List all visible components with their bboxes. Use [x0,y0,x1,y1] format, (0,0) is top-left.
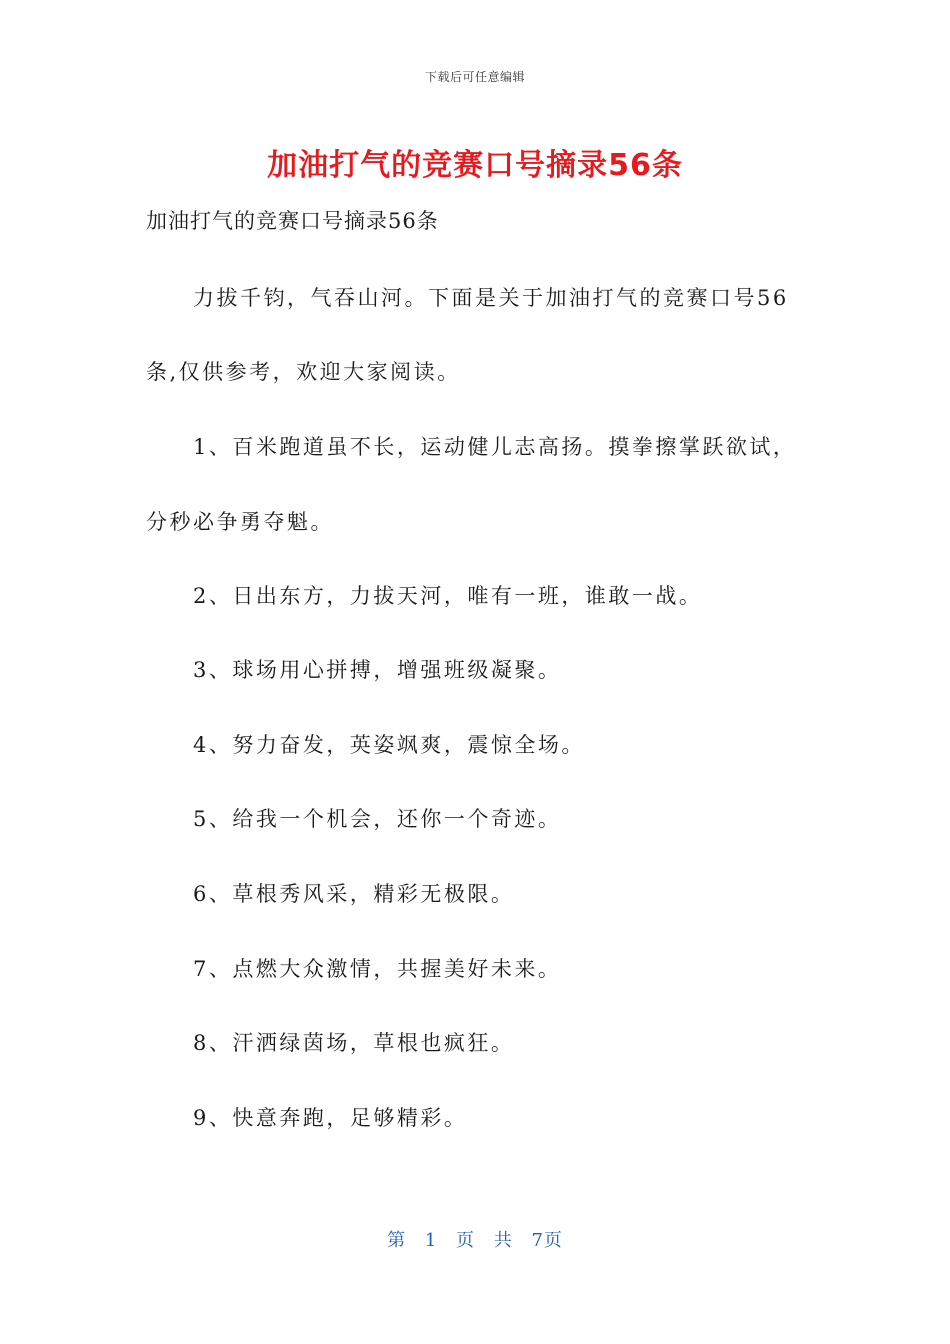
intro-paragraph-line-1: 力拔千钧，气吞山河。下面是关于加油打气的竞赛口号56 [193,286,789,310]
footer-page-word: 第 [387,1230,407,1251]
slogan-item-1-line-1: 1、百米跑道虽不长，运动健儿志高扬。摸拳擦掌跃欲试， [193,435,797,459]
slogan-item-3: 3、球场用心拼搏，增强班级凝聚。 [193,658,562,682]
footer-page-number: 1 [424,1230,438,1251]
footer-total-word: 共 [493,1230,513,1251]
slogan-item-4: 4、努力奋发，英姿飒爽，震惊全场。 [193,733,585,757]
slogan-item-1-line-2: 分秒必争勇夺魁。 [146,510,334,534]
footer-total-pages: 7页 [531,1230,563,1251]
document-subtitle: 加油打气的竞赛口号摘录56条 [146,209,439,233]
page-footer [0,1226,950,1252]
slogan-item-5: 5、给我一个机会，还你一个奇迹。 [193,807,562,831]
document-title: 加油打气的竞赛口号摘录56条 [267,148,683,183]
slogan-item-7: 7、点燃大众激情，共握美好未来。 [193,957,562,981]
footer-page-unit: 页 [456,1230,475,1251]
slogan-item-6: 6、草根秀风采，精彩无极限。 [193,882,515,906]
header-note: 下载后可任意编辑 [424,70,525,84]
intro-paragraph-line-2: 条,仅供参考，欢迎大家阅读。 [146,360,461,384]
slogan-item-8: 8、汗洒绿茵场，草根也疯狂。 [193,1031,515,1055]
slogan-item-9: 9、快意奔跑，足够精彩。 [193,1106,468,1130]
slogan-item-2: 2、日出东方，力拔天河，唯有一班，谁敢一战。 [193,584,703,608]
